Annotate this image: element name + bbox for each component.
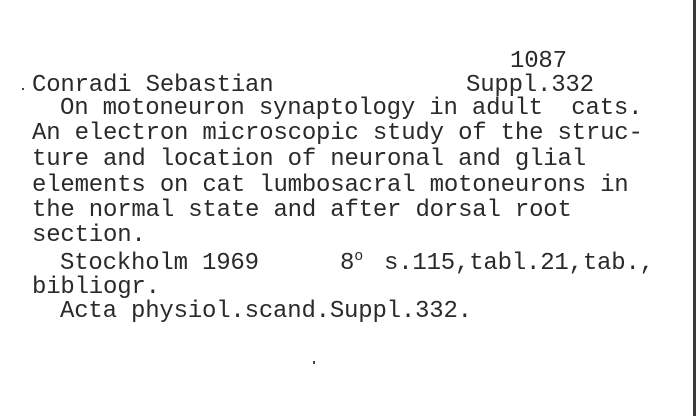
title-line-2: An electron microscopic study of the struc-	[32, 120, 643, 147]
imprint-pagination: s.115,tabl.21,tab.,	[384, 250, 654, 277]
imprint-format	[340, 248, 364, 278]
title-line-3: ture and location of neuronal and glial	[32, 146, 586, 173]
journal-citation: Acta physiol.scand.Suppl.332.	[60, 298, 472, 325]
ink-speck	[22, 88, 24, 90]
title-line-5: the normal state and after dorsal root	[32, 197, 572, 224]
card-number: 1087	[510, 48, 567, 75]
bibliography-note: bibliogr.	[32, 274, 160, 301]
title-line-6: section.	[32, 222, 146, 249]
author-name: Conradi Sebastian	[32, 72, 274, 99]
ink-speck	[313, 361, 315, 364]
series-number: Suppl.332	[466, 72, 594, 99]
imprint-place-year: Stockholm 1969	[60, 250, 259, 277]
title-line-4: elements on cat lumbosacral motoneurons in	[32, 172, 629, 199]
format-superscript: o	[354, 248, 364, 265]
title-line-1: On motoneuron synaptology in adult cats.	[60, 95, 643, 122]
format-number: 8	[340, 250, 355, 277]
